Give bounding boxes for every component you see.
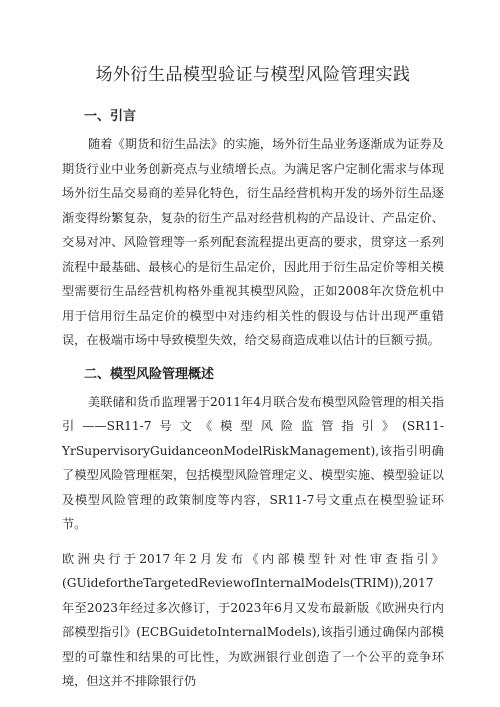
document-title: 场外衍生品模型验证与模型风险管理实践 — [95, 65, 411, 85]
paragraph-sr11-7: 美联储和货币监理署于2011年4月联合发布模型风险管理的相关指引——SR11-7号文《模型风险监管指引》(SR11-YrSupervisoryGuidanceonModelRiskManagement),该指引明确了模型风险管理框架，包括模型风险管理定义、模型实施、模型验证以及模型风险管理的政策制度等内容，SR11-7号文重点在模型验证环节。 — [62, 394, 444, 531]
paragraph-ecb-trim: 欧洲央行于2017年2月发布《内部模型针对性审查指引》(GUidefortheTargetedReviewofInternalModels(TRIM)),2017年至2023年经过多次修订，于2023年6月又发布最新版《欧洲央行内部模型指引》(ECBGuidetoInternalModels),该指引通过确保内部模型的可靠性和结果的可比性，为欧洲银行业创造了一个公平的竞争环境，但这并不排除银行仍 — [62, 551, 444, 688]
paragraph-introduction: 随着《期货和衍生品法》的实施，场外衍生品业务逐渐成为证券及期货行业中业务创新亮点与业绩增长点。为满足客户定制化需求与体现场外衍生品交易商的差异化特色，衍生品经营机构开发的场外衍生品逐渐变得纷繁复杂，复杂的衍生产品对经营机构的产品设计、产品定价、交易对冲、风险管理等一系列配套流程提出更高的要求，贯穿这一系列流程中最基础、最核心的是衍生品定价，因此用于衍生品定价等相关模型需要衍生品经营机构格外重视其模型风险，正如2008年次贷危机中用于信用衍生品定价的模型中对违约相关性的假设与估计出现严重错误，在极端市场中导致模型失效，给交易商造成难以估计的巨额亏损。 — [62, 137, 444, 347]
section-heading-introduction: 一、引言 — [84, 109, 137, 124]
section-heading-model-risk-overview: 二、模型风险管理概述 — [84, 366, 215, 382]
